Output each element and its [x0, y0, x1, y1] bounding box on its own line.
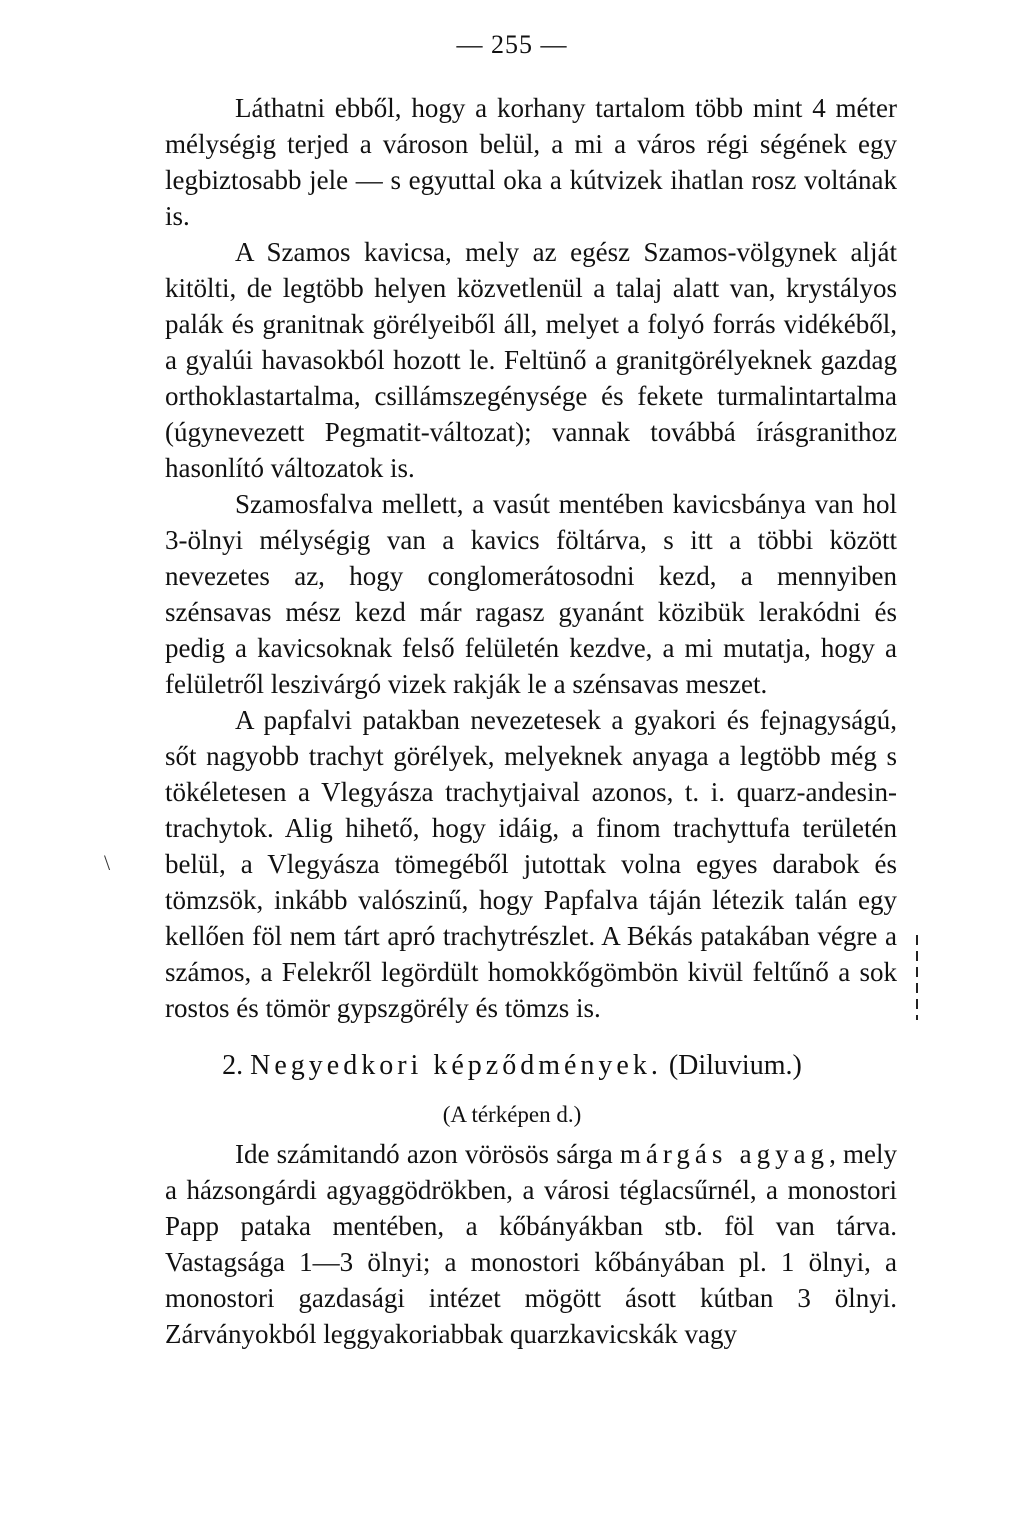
paragraph: Szamosfalva mellett, a vasút mentében kavicsbánya van hol 3-ölnyi mélységig van a kavics föltárva, s itt a többi között nevezetes az, hogy conglomerátosodni kezd, a mennyiben szénsavas mész kezd már ragasz gyanánt közibük lerakódni és pedig a kavicsoknak felső felületén kezdve, a mi mutatja, hogy a felületről leszivárgó vizek rakják le a szénsavas meszet.	[165, 489, 897, 699]
margin-mark: \	[104, 850, 111, 875]
paragraph	[165, 1136, 897, 1352]
paragraph-text: Ide számitandó azon vörösös sárga	[235, 1139, 620, 1169]
section-body-text	[165, 1136, 897, 1352]
map-reference: (A térképen d.)	[442, 1102, 582, 1127]
paragraph-text: , mely a házsongárdi agyaggödrökben, a városi téglacsűrnél, a monostori Papp pataka mentében, a kőbányákban stb. föl van tárva. Vastagsága 1—3 ölnyi; a monostori kőbányában pl. 1 ölnyi, a monostori gazdasági intézet mögött ásott kútban 3 ölnyi. Zárványokból leggyakoriabbak quarzkavicskák vagy	[165, 1139, 898, 1349]
section-title: Negyedkori képződmények.	[250, 1050, 662, 1081]
body-text	[165, 90, 897, 1026]
paragraph: Láthatni ebből, hogy a korhany tartalom több mint 4 méter mélységig terjed a városon belül, a mi a város régi ségének egy legbiztosabb jele — s egyuttal oka a kútvizek ihatlan rosz voltának is.	[165, 93, 897, 231]
paragraph: A papfalvi patakban nevezetesek a gyakori és fejnagyságú, sőt nagyobb trachyt görélyek, melyeknek anyaga a legtöbb még s tökéletesen a Vlegyásza trachytjaival azonos, t. i. quarz-andesin-trachytok. Alig hihető, hogy idáig, a finom trachyttufa területén belül, a Vlegyásza tömegéből jutottak volna egyes darabok és tömzsök, inkább valószinű, hogy Papfalva táján létezik talán egy kellően föl nem tárt apró trachytrészlet. A Békás patakában végre a számos, a Felekről legördült homokkőgömbön kivül feltűnő a sok rostos és tömör gypszgörély és tömzs is.	[165, 705, 897, 1023]
section-number: 2.	[222, 1050, 244, 1081]
emphasized-term: márgás agyag	[619, 1139, 830, 1169]
page-number: — 255 —	[456, 30, 568, 59]
paragraph: A Szamos kavicsa, mely az egész Szamos-völgynek alját kitölti, de legtöbb helyen közvetlenül a talaj alatt van, krystályos palák és granitnak görélyeiből áll, melyet a folyó forrás vidékéből, a gyalúi havasokból hozott le. Feltünő a granitgörélyeknek gazdag orthoklastartalma, csillámszegénysége és fekete turmalintartalma (úgynevezett Pegmatit-változat); vannak továbbá írásgranithoz hasonlító változatok is.	[165, 237, 897, 483]
section-latin-name: (Diluvium.)	[668, 1050, 802, 1081]
section-heading	[0, 1050, 1024, 1082]
margin-line	[916, 935, 918, 1020]
